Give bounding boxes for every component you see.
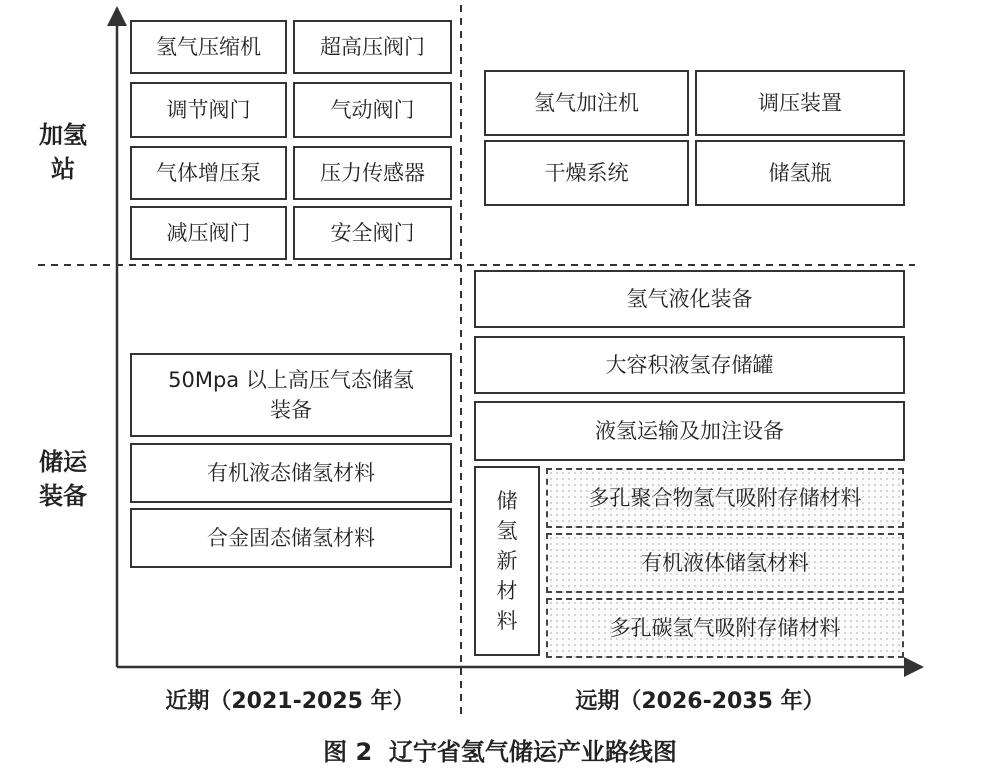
station-near-item: 氢气压缩机 (130, 20, 287, 74)
new-materials-label: 储 氢 新 材 料 (474, 466, 540, 656)
station-far-item: 调压装置 (695, 70, 905, 136)
new-material-item: 多孔聚合物氢气吸附存储材料 (546, 468, 904, 528)
figure-caption: 图 2 辽宁省氢气储运产业路线图 (323, 738, 677, 766)
storage-far-item: 氢气液化装备 (474, 270, 905, 328)
new-material-item: 有机液体储氢材料 (546, 533, 904, 593)
station-near-item: 减压阀门 (130, 206, 287, 260)
station-far-item: 氢气加注机 (484, 70, 689, 136)
station-far-item: 干燥系统 (484, 140, 689, 206)
station-near-item: 气体增压泵 (130, 146, 287, 200)
period-label-near: 近期（2021-2025 年） (165, 689, 415, 714)
station-near-item: 调节阀门 (130, 82, 287, 138)
row-label-storage: 储运 装备 (39, 448, 87, 510)
new-material-item: 多孔碳氢气吸附存储材料 (546, 598, 904, 658)
storage-near-item: 50Mpa 以上高压气态储氢 装备 (130, 353, 452, 437)
storage-near-item: 合金固态储氢材料 (130, 508, 452, 568)
row-label-station: 加氢 站 (39, 121, 87, 183)
period-label-far: 远期（2026-2035 年） (575, 689, 825, 714)
station-far-item: 储氢瓶 (695, 140, 905, 206)
storage-near-item: 有机液态储氢材料 (130, 443, 452, 503)
storage-far-item: 大容积液氢存储罐 (474, 336, 905, 394)
station-near-item: 压力传感器 (293, 146, 452, 200)
station-near-item: 安全阀门 (293, 206, 452, 260)
station-near-item: 超高压阀门 (293, 20, 452, 74)
storage-far-item: 液氢运输及加注设备 (474, 401, 905, 461)
station-near-item: 气动阀门 (293, 82, 452, 138)
